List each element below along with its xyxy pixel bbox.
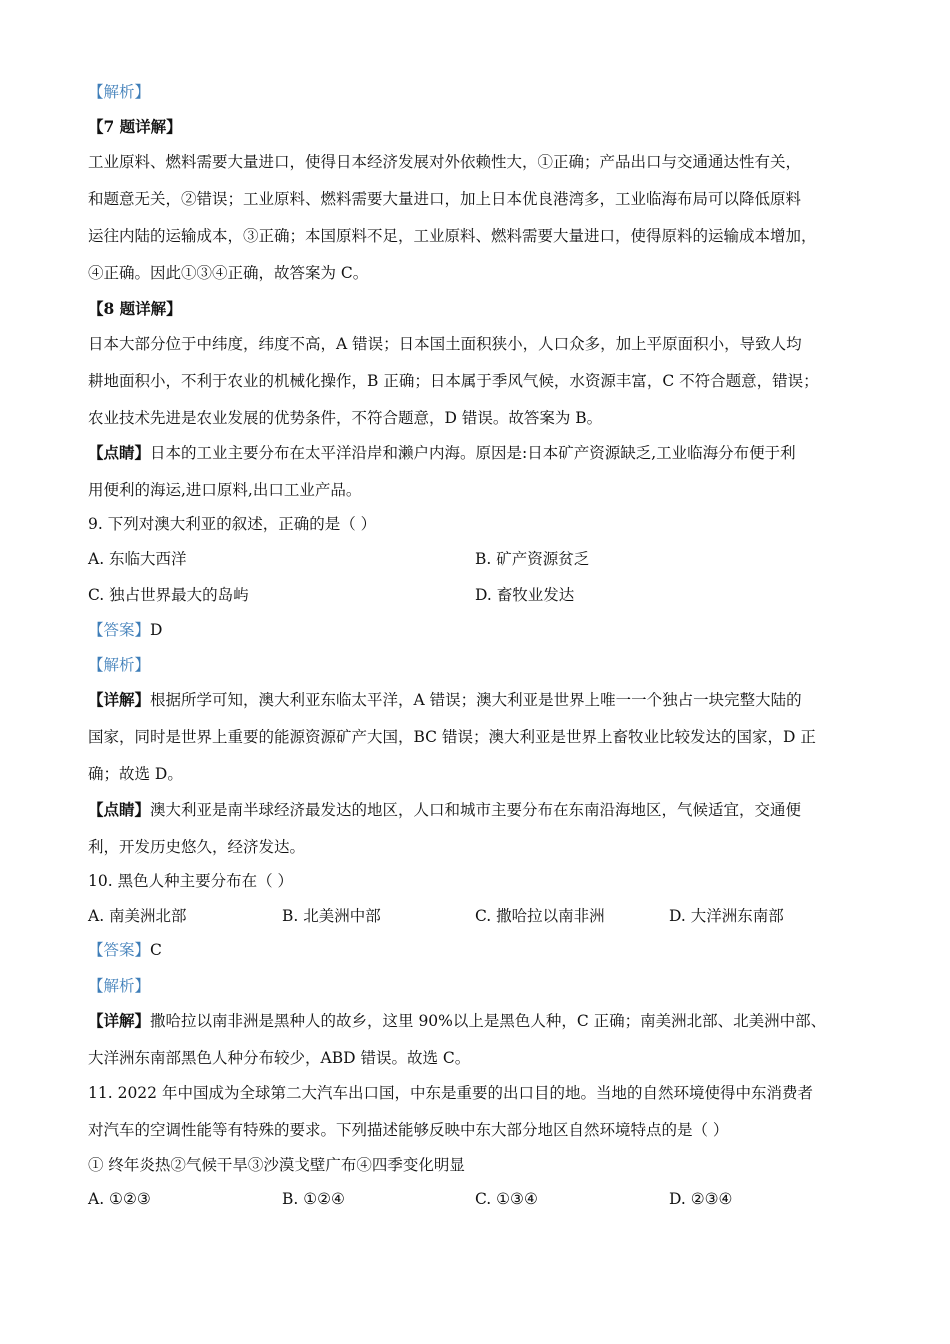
- analysis-label: 【解析】: [88, 656, 151, 674]
- q9-stem: 9. 下列对澳大利亚的叙述，正确的是（ ）: [88, 515, 377, 533]
- q9-option-a: A. 东临大西洋: [88, 550, 187, 568]
- q10-detail-line: [88, 1009, 826, 1033]
- q9-detail-line: 国家，同时是世界上重要的能源资源矿产大国，BC 错误；澳大利亚是世界上畜牧业比较发达的国家，D 正: [88, 728, 816, 746]
- q9-option-b: B. 矿产资源贫乏: [475, 550, 590, 568]
- detail-text: 根据所学可知，澳大利亚东临太平洋，A 错误；澳大利亚是世界上唯一一个独占一块完整大陆的: [150, 691, 802, 709]
- tip-line: 用便利的海运,进口原料,出口工业产品。: [88, 481, 362, 499]
- q11-stem: 对汽车的空调性能等有特殊的要求。下列描述能够反映中东大部分地区自然环境特点的是（ ）: [88, 1121, 729, 1139]
- q10-detail-line: 大洋洲东南部黑色人种分布较少，ABD 错误。故选 C。: [88, 1049, 471, 1067]
- q7-detail-line: 和题意无关，②错误；工业原料、燃料需要大量进口，加上日本优良港湾多，工业临海布局可以降低原料: [88, 190, 802, 208]
- analysis-label: 【解析】: [88, 83, 151, 101]
- analysis-label: 【解析】: [88, 977, 151, 995]
- detail-label: 【详解】: [88, 690, 151, 709]
- q10-stem: 10. 黑色人种主要分布在（ ）: [88, 872, 294, 890]
- q7-detail-line: 工业原料、燃料需要大量进口，使得日本经济发展对外依赖性大，①正确；产品出口与交通通达性有关，: [88, 153, 802, 171]
- answer-label: 【答案】: [88, 621, 151, 639]
- q7-detail-line: ④正确。因此①③④正确，故答案为 C。: [88, 264, 369, 282]
- q8-detail-line: 日本大部分位于中纬度，纬度不高，A 错误；日本国土面积狭小，人口众多，加上平原面积小，导致人均: [88, 335, 802, 353]
- answer-value: D: [150, 621, 163, 639]
- q11-option-a: A. ①②③: [88, 1190, 151, 1208]
- q9-detail-line: [88, 688, 802, 712]
- tip-label: 【点睛】: [88, 800, 151, 819]
- detail-label: 【详解】: [88, 1011, 151, 1030]
- answer-value: C: [150, 941, 162, 959]
- q9-option-c: C. 独占世界最大的岛屿: [88, 586, 249, 604]
- q7-detail-line: 运往内陆的运输成本，③正确；本国原料不足，工业原料、燃料需要大量进口，使得原料的运输成本增加，: [88, 227, 817, 245]
- q9-option-d: D. 畜牧业发达: [475, 586, 575, 604]
- tip-text: 日本的工业主要分布在太平洋沿岸和濑户内海。原因是:日本矿产资源缺乏,工业临海分布便于利: [150, 444, 796, 462]
- q8-detail-line: 耕地面积小，不利于农业的机械化操作，B 正确；日本属于季风气候，水资源丰富，C 不符合题意，错误；: [88, 372, 819, 390]
- q10-option-a: A. 南美洲北部: [88, 907, 187, 925]
- q11-stem: 11. 2022 年中国成为全球第二大汽车出口国，中东是重要的出口目的地。当地的自然环境使得中东消费者: [88, 1084, 813, 1102]
- q10-answer: [88, 938, 162, 962]
- q9-answer: [88, 618, 162, 642]
- q8-detail-line: 农业技术先进是农业发展的优势条件，不符合题意，D 错误。故答案为 B。: [88, 409, 603, 427]
- q10-option-d: D. 大洋洲东南部: [669, 907, 784, 925]
- q9-tip-line: 利，开发历史悠久，经济发达。: [88, 838, 306, 856]
- detail-text: 撒哈拉以南非洲是黑种人的故乡，这里 90%以上是黑色人种，C 正确；南美洲北部、北美洲中部、: [150, 1012, 827, 1030]
- q7-detail-heading: 【7 题详解】: [88, 117, 182, 136]
- answer-label: 【答案】: [88, 941, 151, 959]
- q10-option-c: C. 撒哈拉以南非洲: [475, 907, 605, 925]
- q9-tip-line: [88, 798, 801, 822]
- tip-line: [88, 441, 796, 465]
- q11-option-c: C. ①③④: [475, 1190, 538, 1208]
- q11-option-b: B. ①②④: [282, 1190, 345, 1208]
- q11-option-d: D. ②③④: [669, 1190, 733, 1208]
- q8-detail-heading: 【8 题详解】: [88, 299, 182, 318]
- q11-items: ① 终年炎热②气候干旱③沙漠戈壁广布④四季变化明显: [88, 1156, 465, 1174]
- q10-option-b: B. 北美洲中部: [282, 907, 381, 925]
- tip-text: 澳大利亚是南半球经济最发达的地区，人口和城市主要分布在东南沿海地区，气候适宜，交通便: [150, 801, 802, 819]
- tip-label: 【点睛】: [88, 443, 151, 462]
- q9-detail-line: 确；故选 D。: [88, 765, 183, 783]
